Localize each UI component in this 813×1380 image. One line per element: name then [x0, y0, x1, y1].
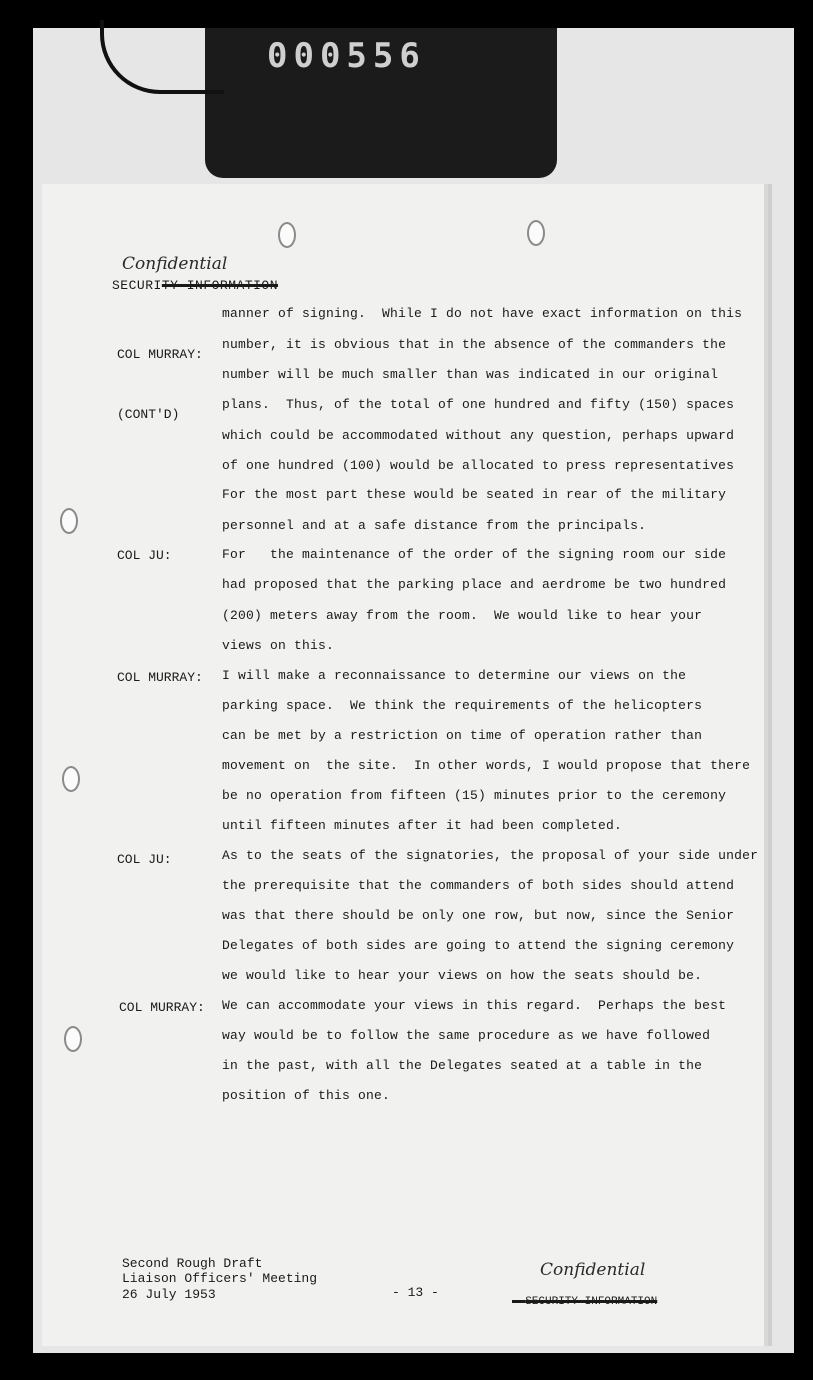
transcript-line: had proposed that the parking place and aerdrome be two hundred: [222, 577, 727, 592]
transcript-line: was that there should be only one row, but now, since the Senior: [222, 908, 735, 923]
footer-date: 26 July 1953: [122, 1287, 216, 1302]
footer-meeting: Liaison Officers' Meeting: [122, 1271, 318, 1286]
punch-hole-top-left: [278, 222, 296, 248]
punch-hole-left-1: [60, 508, 78, 534]
classification-bottom-struck: SECURITY INFORMATION: [525, 1296, 658, 1308]
transcript-line: number will be much smaller than was indicated in our original: [222, 367, 719, 382]
transcript-line: As to the seats of the signatories, the proposal of your side under: [222, 848, 759, 863]
transcript-line: movement on the site. In other words, I would propose that there: [222, 758, 751, 773]
transcript-line: be no operation from fifteen (15) minutes prior to the ceremony: [222, 788, 727, 803]
transcript-line: manner of signing. While I do not have exact information on this: [222, 306, 743, 321]
classification-bottom: [512, 1284, 657, 1308]
frame-counter-digits: 000556: [267, 36, 426, 76]
transcript-line: position of this one.: [222, 1088, 391, 1103]
transcript-line: way would be to follow the same procedure as we have followed: [222, 1028, 711, 1043]
frame-counter: [205, 28, 557, 178]
speaker-label: COL MURRAY:: [117, 670, 203, 685]
punch-hole-left-3: [64, 1026, 82, 1052]
transcript-line: personnel and at a safe distance from the principals.: [222, 518, 647, 533]
classification-top-struck: TY INFORMATION: [161, 278, 279, 293]
transcript-line: I will make a reconnaissance to determine our views on the: [222, 668, 687, 683]
handwritten-classification-top: Confidential: [122, 254, 228, 274]
transcript-line: We can accommodate your views in this regard. Perhaps the best: [222, 998, 727, 1013]
transcript-line: in the past, with all the Delegates seated at a table in the: [222, 1058, 703, 1073]
transcript-line: which could be accommodated without any question, perhaps upward: [222, 428, 735, 443]
classification-top-prefix: SECURI: [112, 278, 162, 293]
transcript-line: parking space. We think the requirements of the helicopters: [222, 698, 703, 713]
speaker-label: COL JU:: [117, 852, 172, 867]
speaker-name: COL MURRAY:: [117, 347, 203, 362]
transcript-line: of one hundred (100) would be allocated to press representatives: [222, 458, 735, 473]
transcript-line: (200) meters away from the room. We would like to hear your: [222, 608, 703, 623]
speaker-continued: (CONT'D): [117, 407, 180, 422]
transcript-line: the prerequisite that the commanders of both sides should attend: [222, 878, 735, 893]
speaker-label: COL MURRAY:: [119, 1000, 205, 1015]
transcript-line: number, it is obvious that in the absence of the commanders the: [222, 337, 727, 352]
transcript-line: plans. Thus, of the total of one hundred and fifty (150) spaces: [222, 397, 735, 412]
transcript-line: For the maintenance of the order of the signing room our side: [222, 547, 727, 562]
transcript-line: For the most part these would be seated in rear of the military: [222, 487, 727, 502]
punch-hole-top-right: [527, 220, 545, 246]
transcript-line: we would like to hear your views on how the seats should be.: [222, 968, 703, 983]
handwritten-classification-bottom: Confidential: [540, 1260, 646, 1280]
transcript-line: Delegates of both sides are going to attend the signing ceremony: [222, 938, 735, 953]
classification-top: [112, 278, 278, 293]
speaker-label: COL JU:: [117, 548, 172, 563]
transcript-line: until fifteen minutes after it had been completed.: [222, 818, 623, 833]
speaker-label: [117, 305, 203, 445]
transcript-line: can be met by a restriction on time of operation rather than: [222, 728, 703, 743]
punch-hole-left-2: [62, 766, 80, 792]
footer-draft: Second Rough Draft: [122, 1256, 263, 1271]
transcript-line: views on this.: [222, 638, 335, 653]
page-number: - 13 -: [392, 1285, 439, 1300]
